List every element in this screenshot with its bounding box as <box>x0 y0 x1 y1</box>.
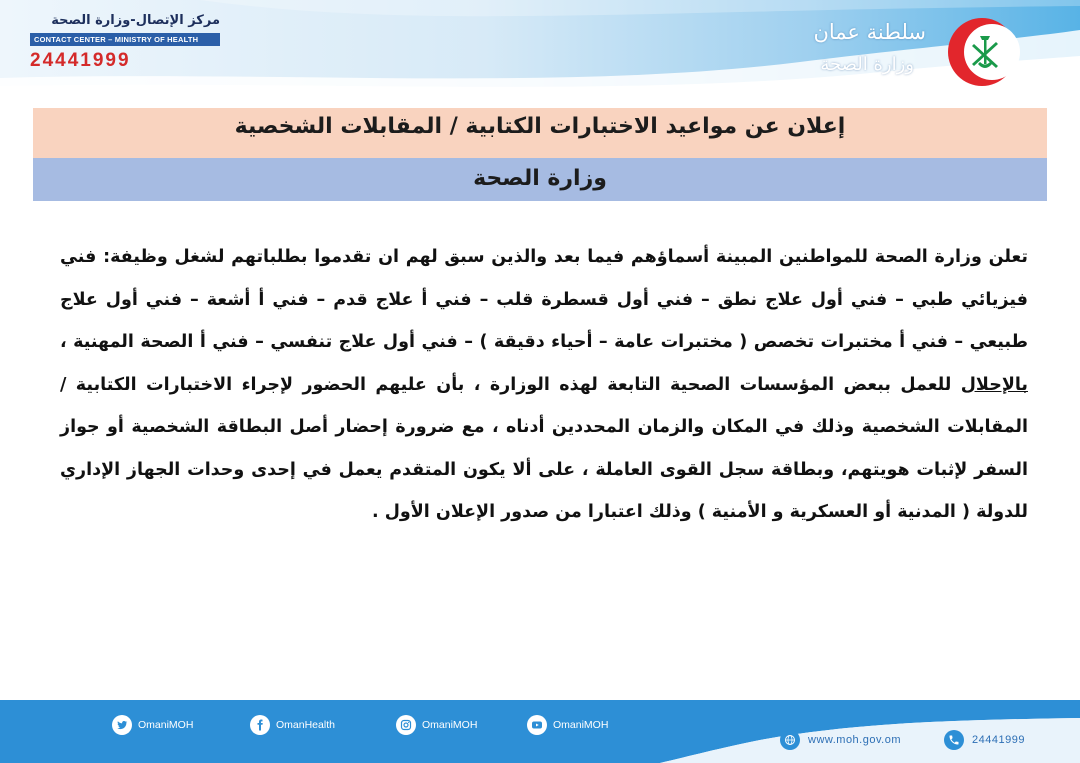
logo-text-oman: سلطنة عمان <box>813 20 926 44</box>
facebook-handle: OmanHealth <box>276 719 335 731</box>
phone-icon <box>944 730 964 750</box>
footer-phone-link[interactable] <box>944 730 1025 750</box>
instagram-icon <box>396 715 416 735</box>
ministry-logo <box>754 10 1024 90</box>
website-link[interactable] <box>780 730 901 750</box>
body-text-underlined: بالإحلال <box>960 374 1028 395</box>
youtube-link[interactable] <box>527 715 608 735</box>
ministry-subtitle: وزارة الصحة <box>33 158 1047 201</box>
twitter-link[interactable] <box>112 715 193 735</box>
body-text-part-1: تعلن وزارة الصحة للمواطنين المبينة أسماؤهم فيما بعد والذين سبق لهم ان تقدموا بطلباتهم لشغل وظيفة: فني فيزيائي طبي – فني أول علاج نطق – فني أول قسطرة قلب – فني أ علاج قدم – فني أ أشعة – فني أول علاج طبيعي – فني أ مختبرات تخصص ( مختبرات عامة – أحياء دقيقة ) – فني أول علاج تنفسي – فني أ الصحة المهنية ، <box>60 247 1028 352</box>
instagram-link[interactable] <box>396 715 477 735</box>
youtube-icon <box>527 715 547 735</box>
facebook-link[interactable] <box>250 715 335 735</box>
instagram-handle: OmaniMOH <box>422 719 478 731</box>
contact-center-phone: 24441999 <box>30 50 131 71</box>
crescent-emblem-icon <box>940 10 1024 94</box>
twitter-handle: OmaniMOH <box>138 719 194 731</box>
youtube-handle: OmaniMOH <box>553 719 609 731</box>
announcement-body <box>60 236 1028 534</box>
contact-center-arabic: مركز الإتصال-وزارة الصحة <box>51 13 220 28</box>
globe-icon <box>780 730 800 750</box>
website-url: www.moh.gov.om <box>808 734 901 746</box>
logo-text-ministry: وزارة الصحة <box>820 54 914 75</box>
footer-phone-number: 24441999 <box>972 734 1025 746</box>
body-text-part-2: للعمل ببعض المؤسسات الصحية التابعة لهذه الوزارة ، بأن عليهم الحضور لإجراء الاختبارات الكتابية / المقابلات الشخصية وذلك في المكان والزمان المحددين أدناه ، مع ضرورة إحضار أصل البطاقة الشخصية أو جواز السفر لإثبات هويتهم، وبطاقة سجل القوى العاملة ، على ألا يكون المتقدم يعمل في إحدى وحدات الجهاز الإداري للدولة ( المدنية أو العسكرية و الأمنية ) وذلك اعتبارا من صدور الإعلان الأول . <box>60 374 1028 522</box>
facebook-icon <box>250 715 270 735</box>
footer <box>0 700 1080 763</box>
contact-center-block <box>30 12 220 72</box>
twitter-icon <box>112 715 132 735</box>
header <box>0 0 1080 98</box>
contact-center-english: CONTACT CENTER – MINISTRY OF HEALTH <box>30 33 220 46</box>
announcement-title: إعلان عن مواعيد الاختبارات الكتابية / المقابلات الشخصية <box>33 108 1047 158</box>
